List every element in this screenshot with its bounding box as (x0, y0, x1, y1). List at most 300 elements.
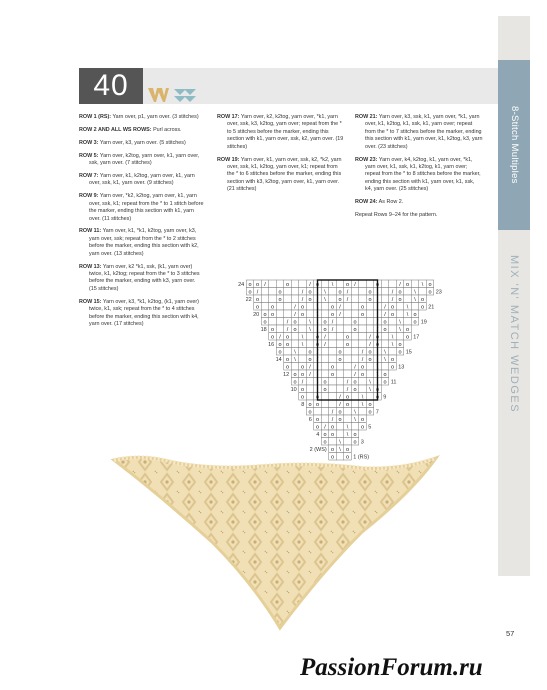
chart-cell (336, 333, 344, 341)
row-instruction: ROW 13: Yarn over, k2 *k1, ssk, (k1, yarn over) twice, k1, k2tog; repeat from the * to 3 stitches before the marker, ending with k3, yarn over. (15 stitches) (79, 263, 200, 292)
chart-symbol: / (294, 311, 296, 318)
chart-cell (389, 318, 397, 326)
chart-symbol: o (383, 326, 387, 333)
chart-cell (366, 280, 374, 288)
chart-cell (336, 385, 344, 393)
repeat-note: Repeat Rows 9–24 for the pattern. (355, 211, 438, 218)
chart-cell (329, 378, 337, 386)
chart-cell (336, 340, 344, 348)
chart-symbol: / (324, 334, 326, 341)
chart-symbol: o (338, 349, 342, 356)
chart-cell (381, 340, 389, 348)
chart-cell (321, 355, 329, 363)
chart-symbol: o (323, 439, 327, 446)
chart-symbol: / (286, 326, 289, 333)
chart-symbol: o (345, 446, 350, 453)
page-number: 57 (506, 629, 515, 638)
chart-symbol: / (316, 349, 319, 356)
chart-symbol: o (368, 289, 372, 296)
chart-cell (351, 295, 359, 303)
chart-symbol: o (353, 386, 357, 393)
chart-cell (389, 280, 397, 288)
chart-row-label: 2 (WS) (309, 447, 327, 453)
instructions-column-1 (79, 114, 204, 334)
chart-symbol: o (248, 281, 252, 288)
chart-cell (336, 370, 344, 378)
chart-symbol: o (285, 281, 290, 288)
chart-row-label: 19 (420, 319, 427, 326)
chart-symbol: o (285, 364, 290, 371)
chart-symbol: o (255, 281, 260, 288)
chart-symbol: / (256, 289, 259, 296)
chart-symbol: o (293, 379, 297, 386)
chart-symbol: o (323, 319, 327, 326)
chart-cell (344, 408, 352, 416)
chart-symbol: \ (309, 319, 311, 326)
chart-symbol: o (360, 311, 365, 318)
chart-symbol: \ (399, 326, 401, 333)
chart-cell (269, 295, 277, 303)
chart-cell (366, 325, 374, 333)
chart-cell (381, 333, 389, 341)
chart-cell (306, 303, 314, 311)
chart-cell (321, 370, 329, 378)
chart-symbol: o (338, 356, 342, 363)
chart-symbol: o (353, 326, 357, 333)
chart-symbol: o (300, 386, 305, 393)
chart-cell (269, 288, 277, 296)
chart-symbol: o (330, 304, 335, 311)
chart-cell (336, 318, 344, 326)
chart-cell (359, 288, 367, 296)
instructions-column-3 (355, 114, 483, 225)
chart-symbol: \ (391, 334, 394, 341)
gold-wedge-icon (148, 88, 169, 102)
row-instruction: ROW 23: Yarn over, k4, k2tog, k1, yarn over, *k1, yarn over, k1, ssk, k1, k2tog, k1, yarn over; repeat from the * to 8 stitches before the marker, ending this section with k1, yarn over, k1, ssk, k4, yarn over. (25 stitches) (355, 156, 481, 193)
chart-symbol: o (255, 296, 260, 303)
chart-symbol: \ (354, 409, 356, 416)
chart-cell (291, 295, 299, 303)
chart-symbol: o (315, 334, 320, 341)
chart-symbol: o (330, 371, 335, 378)
chart-cell (329, 393, 337, 401)
chart-symbol: / (309, 371, 311, 378)
chart-symbol: o (315, 394, 320, 401)
chart-symbol: o (278, 289, 282, 296)
chart-cell (351, 288, 359, 296)
chart-symbol: / (391, 289, 394, 296)
chart-cell (299, 348, 307, 356)
chart-cell (329, 385, 337, 393)
chart-symbol: o (300, 371, 305, 378)
chart-cell (366, 303, 374, 311)
chart-row-label: 22 (245, 297, 252, 303)
chart-symbol: o (420, 296, 425, 303)
chart-symbol: o (360, 304, 365, 311)
chart-row-label: 23 (435, 289, 442, 296)
chart-cell (344, 438, 352, 446)
chart-symbol: \ (369, 379, 371, 386)
chart-symbol: o (398, 289, 402, 296)
chart-symbol: o (353, 431, 357, 438)
chart-symbol: o (413, 311, 417, 318)
chart-cell (404, 295, 412, 303)
chart-cell (291, 333, 299, 341)
chart-symbol: o (360, 416, 365, 423)
chapter-tab-label: 8-Stitch Multiples (509, 106, 520, 184)
chart-cell (306, 393, 314, 401)
chart-symbol: o (323, 431, 327, 438)
chart-cell (284, 295, 292, 303)
chart-cell (276, 325, 284, 333)
chart-symbol: o (375, 334, 380, 341)
chart-symbol: o (368, 356, 372, 363)
chart-cell (321, 408, 329, 416)
chart-cell (381, 288, 389, 296)
chart-symbol: o (315, 401, 320, 408)
chart-symbol: \ (354, 416, 356, 423)
chart-cell (389, 325, 397, 333)
chart-symbol: \ (316, 304, 319, 311)
row-instruction: ROW 21: Yarn over, k3, ssk, k1, yarn over, *k1, yarn over, k1, k2tog, k1, ssk, k1, yarn over; repeat from the * to 7 stitches before the marker, ending this section with k1, yarn over, k1, k2tog, k3, yarn over. (23 stitches) (355, 114, 483, 150)
chart-symbol: o (308, 296, 312, 303)
chart-cell (351, 393, 359, 401)
chart-symbol: o (330, 311, 335, 318)
chart-symbol: \ (324, 296, 326, 303)
chart-symbol: \ (324, 289, 326, 296)
chart-cell (336, 363, 344, 371)
chart-symbol: \ (294, 356, 296, 363)
chart-symbol: \ (384, 356, 386, 363)
chart-symbol: o (375, 394, 380, 401)
chart-cell (359, 318, 367, 326)
chart-symbol: / (346, 379, 349, 386)
chart-symbol: / (279, 334, 281, 341)
chart-cell (344, 355, 352, 363)
chart-row-label: 24 (238, 282, 245, 288)
chart-cell (381, 363, 389, 371)
chart-symbol: \ (294, 349, 296, 356)
chart-row-label: 7 (375, 409, 379, 416)
chart-symbol: o (360, 364, 365, 371)
chart-cell (336, 378, 344, 386)
knitted-wedge-photo (112, 452, 438, 632)
chart-symbol: o (330, 364, 335, 371)
chart-cell (306, 340, 314, 348)
chart-symbol: o (278, 296, 282, 303)
chart-cell (351, 333, 359, 341)
chart-cell (291, 288, 299, 296)
chart-symbol: \ (376, 371, 379, 378)
chart-symbol: o (248, 289, 252, 296)
chart-symbol: o (293, 326, 297, 333)
chart-symbol: / (384, 304, 386, 311)
chart-cell (299, 280, 307, 288)
instructions-column-2 (217, 114, 345, 199)
chart-symbol: / (369, 334, 371, 341)
chart-row-label: 16 (268, 342, 275, 348)
chart-row-label: 11 (390, 379, 397, 386)
chart-symbol: / (339, 394, 341, 401)
chart-cell (404, 288, 412, 296)
chart-symbol: / (294, 304, 296, 311)
chart-cell (366, 393, 374, 401)
chart-symbol: / (331, 319, 334, 326)
chart-cell (284, 310, 292, 318)
row-instruction: ROW 5: Yarn over, k2tog, yarn over, k1, yarn over, ssk, yarn over. (7 stitches) (79, 152, 200, 167)
chart-symbol: / (316, 356, 319, 363)
wedge-icons (148, 86, 200, 104)
chart-cell (329, 340, 337, 348)
chart-cell (366, 318, 374, 326)
chart-symbol: o (323, 379, 327, 386)
chart-symbol: o (375, 341, 380, 348)
chart-symbol: / (384, 311, 386, 318)
chart-symbol: / (301, 289, 304, 296)
chart-symbol: o (330, 454, 335, 461)
section-label: MIX 'N' MATCH WEDGES (508, 254, 520, 414)
chart-symbol: \ (361, 394, 364, 401)
chart-cell (381, 295, 389, 303)
chart-symbol: / (354, 364, 356, 371)
chart-cell (396, 333, 404, 341)
chart-symbol: \ (406, 304, 409, 311)
chart-symbol: o (285, 356, 290, 363)
chart-cell (336, 325, 344, 333)
chart-cell (404, 318, 412, 326)
chart-symbol: / (301, 379, 304, 386)
chart-symbol: / (346, 386, 349, 393)
chart-symbol: o (285, 334, 290, 341)
chart-symbol: o (338, 289, 342, 296)
chart-symbol: / (339, 304, 341, 311)
chart-symbol: o (345, 394, 350, 401)
chart-cell (329, 295, 337, 303)
chart-cell (276, 280, 284, 288)
chart-symbol: o (323, 326, 327, 333)
chart-symbol: / (376, 319, 379, 326)
chart-cell (321, 415, 329, 423)
chart-symbol: o (285, 341, 290, 348)
chart-row-label: 18 (260, 327, 267, 333)
chart-row-label: 8 (301, 402, 305, 408)
row-instruction: ROW 9: Yarn over, *k2, k2tog, yarn over, k1, yarn over, ssk, k1; repeat from the * to 1 stitch before the marker, ending this section with k1, yarn over. (11 stitches) (79, 193, 204, 222)
chart-symbol: \ (414, 296, 416, 303)
chart-cell (329, 348, 337, 356)
chart-cell (261, 303, 269, 311)
chart-symbol: o (330, 424, 335, 431)
chart-symbol: o (338, 416, 342, 423)
chart-symbol: \ (309, 326, 311, 333)
chart-cell (351, 355, 359, 363)
chart-cell (344, 415, 352, 423)
chart-cell (344, 325, 352, 333)
chart-cell (359, 325, 367, 333)
chart-cell (344, 318, 352, 326)
chart-symbol: o (330, 431, 335, 438)
chart-symbol: o (263, 311, 267, 318)
chart-symbol: o (368, 409, 372, 416)
chart-symbol: / (399, 281, 401, 288)
chart-symbol: o (375, 281, 380, 288)
chart-cell (336, 430, 344, 438)
row-instruction: ROW 19: Yarn over, k1, yarn over, ssk, k2, *k2, yarn over, ssk, k1, k2tog, yarn over, k1; repeat from the * to 6 stitches before the marker, ending this section with k3, k2tog, yarn over, k1, yarn over. (21 stitches) (217, 156, 342, 193)
chart-symbol: o (308, 401, 312, 408)
chart-symbol: o (300, 311, 305, 318)
chart-row-label: 13 (398, 364, 405, 371)
chart-cell (276, 310, 284, 318)
chart-cell (351, 340, 359, 348)
chart-symbol: o (420, 304, 425, 311)
chart-cell (276, 318, 284, 326)
chart-cell (321, 393, 329, 401)
knitting-chart (238, 272, 442, 461)
chart-symbol: o (315, 281, 320, 288)
chart-cell (359, 385, 367, 393)
chart-symbol: o (300, 304, 305, 311)
chart-cell (269, 318, 277, 326)
chart-cell (381, 280, 389, 288)
chart-cell (291, 340, 299, 348)
chart-symbol: \ (384, 349, 386, 356)
chart-symbol: o (263, 319, 267, 326)
chart-symbol: / (346, 296, 349, 303)
chart-row-label: 9 (383, 394, 387, 401)
row-instruction: ROW 1 (RS): Yarn over, p1, yarn over. (3 stitches) (79, 114, 199, 120)
chart-symbol: o (278, 349, 282, 356)
chart-symbol: o (428, 281, 432, 288)
chart-symbol: o (293, 371, 297, 378)
chart-symbol: o (308, 349, 312, 356)
chart-symbol: / (331, 409, 334, 416)
chart-symbol: \ (391, 341, 394, 348)
chart-cell (336, 280, 344, 288)
chart-row-label: 14 (275, 357, 282, 363)
chart-cell (359, 408, 367, 416)
chart-cell (329, 438, 337, 446)
chart-symbol: o (345, 401, 350, 408)
chart-cell (299, 355, 307, 363)
chart-cell (321, 348, 329, 356)
chart-cell (351, 348, 359, 356)
chart-symbol: \ (346, 424, 349, 431)
chart-symbol: o (390, 311, 395, 318)
chart-symbol: o (315, 424, 320, 431)
chart-symbol: o (398, 341, 402, 348)
chart-cell (366, 310, 374, 318)
chart-symbol: o (360, 424, 365, 431)
chart-symbol: o (323, 386, 327, 393)
chart-cell (366, 370, 374, 378)
chart-cell (329, 333, 337, 341)
chart-symbol: o (278, 341, 282, 348)
chart-symbol: o (398, 349, 402, 356)
chart-cell (389, 348, 397, 356)
chart-cell (321, 363, 329, 371)
chart-symbol: \ (406, 311, 409, 318)
chart-cell (284, 348, 292, 356)
chart-symbol: o (270, 334, 275, 341)
chart-symbol: o (375, 386, 380, 393)
chart-row-label: 20 (253, 312, 260, 318)
chart-symbol: o (300, 394, 305, 401)
chart-symbol: o (255, 304, 260, 311)
chart-symbol: o (390, 356, 395, 363)
chart-row-label: 6 (308, 417, 312, 423)
chart-symbol: \ (339, 439, 341, 446)
chart-symbol: / (339, 311, 341, 318)
watermark: PassionForum.ru (300, 654, 483, 681)
pattern-number: 40 (79, 68, 143, 104)
chart-cell (366, 363, 374, 371)
chart-symbol: o (368, 296, 372, 303)
chart-symbol: o (405, 281, 410, 288)
chart-symbol: o (308, 289, 312, 296)
chart-symbol: o (390, 364, 395, 371)
chart-symbol: o (413, 319, 417, 326)
chart-symbol: / (369, 341, 371, 348)
chart-row-label: 12 (283, 372, 290, 378)
chart-symbol: o (360, 371, 365, 378)
chart-cell (329, 355, 337, 363)
chart-symbol: o (383, 379, 387, 386)
chart-symbol: o (315, 416, 320, 423)
chart-cell (299, 325, 307, 333)
chart-symbol: \ (346, 431, 349, 438)
chart-symbol: \ (421, 281, 424, 288)
chart-cell (329, 288, 337, 296)
chart-symbol: o (383, 371, 387, 378)
chart-cell (344, 363, 352, 371)
chart-symbol: \ (414, 289, 416, 296)
chart-symbol: o (398, 296, 402, 303)
chart-cell (306, 378, 314, 386)
row-instruction: ROW 3: Yarn over, k3, yarn over. (5 stitches) (79, 139, 186, 146)
chart-cell (359, 378, 367, 386)
chart-symbol: / (361, 349, 364, 356)
chart-symbol: o (345, 334, 350, 341)
chart-cell (291, 280, 299, 288)
chart-symbol: \ (399, 319, 401, 326)
chart-cell (359, 280, 367, 288)
chart-symbol: o (390, 304, 395, 311)
chart-row-label: 3 (360, 439, 364, 446)
chart-symbol: / (324, 341, 326, 348)
chart-symbol: o (345, 454, 350, 461)
chart-cell (359, 295, 367, 303)
chart-cell (329, 400, 337, 408)
chart-symbol: / (354, 371, 356, 378)
chart-symbol: o (270, 311, 275, 318)
chart-row-label: 10 (290, 387, 297, 393)
chart-cell (396, 310, 404, 318)
chart-symbol: o (405, 334, 410, 341)
chart-row-label: 5 (368, 424, 372, 431)
chart-cell (306, 333, 314, 341)
chart-symbol: o (338, 409, 342, 416)
chart-cell (344, 310, 352, 318)
chart-symbol: \ (376, 364, 379, 371)
chart-cell (411, 280, 419, 288)
row-instruction: ROW 11: Yarn over, k1, *k1, k2tog, yarn over, k3, yarn over, ssk; repeat from the * to 2 stitches before the marker, ending this section with k2, yarn over. (13 stitches) (79, 228, 199, 257)
chart-symbol: / (309, 281, 311, 288)
chart-cell (396, 303, 404, 311)
row-instruction: ROW 15: Yarn over, k3, *k1, k2tog, (k1, yarn over) twice, k1, ssk; repeat from the * to 4 stitches before the marker, ending this section with k4, yarn over. (17 stitches) (79, 298, 199, 327)
chart-symbol: o (338, 296, 342, 303)
chart-cell (284, 303, 292, 311)
chart-cell (351, 303, 359, 311)
chart-symbol: o (330, 446, 335, 453)
